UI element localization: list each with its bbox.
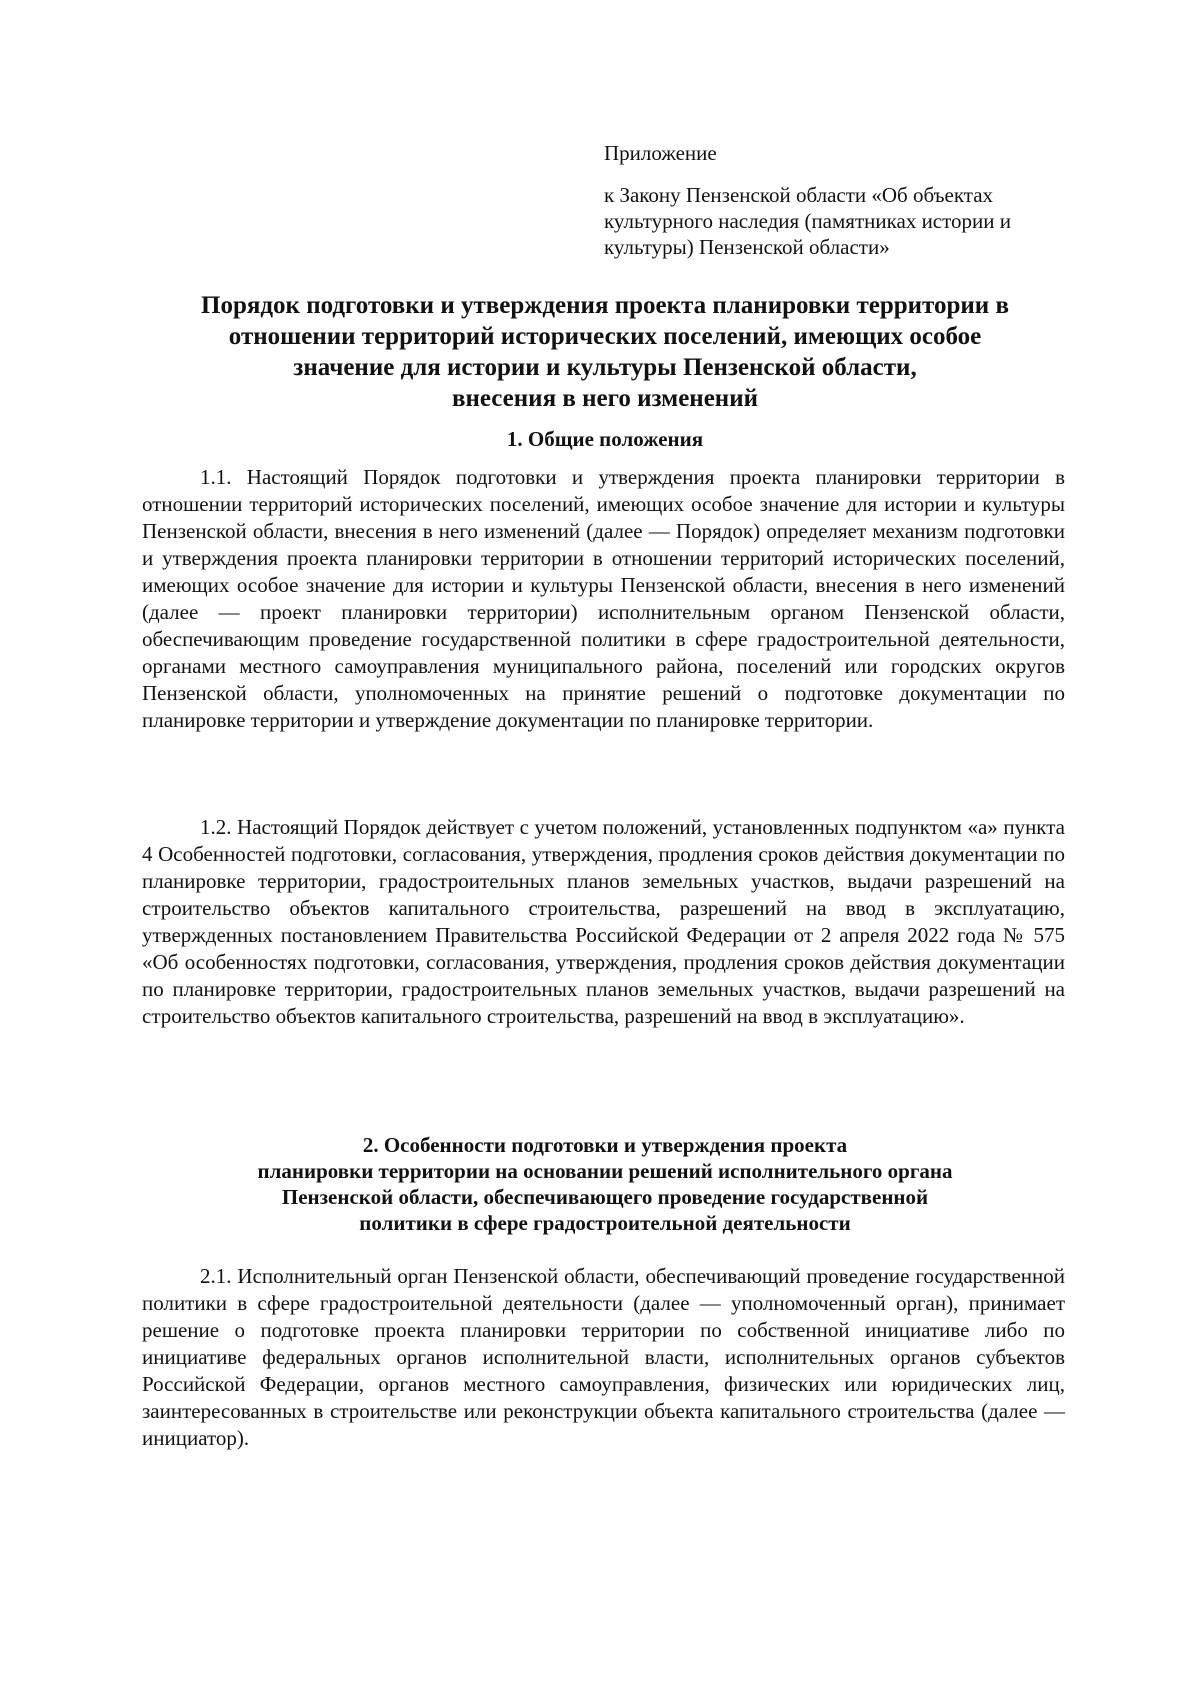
paragraph-1-2: 1.2. Настоящий Порядок действует с учетом положений, установленных подпунктом «а» пункта 4 Особенностей подготовки, согласования, утверждения, продления сроков действия документации по планировке территории, градостроительных планов земельных участков, выдачи разрешений на строительство объектов капитального строительства, разрешений на ввод в эксплуатацию, утвержденных постановлением Правительства Российской Федерации от 2 апреля 2022 года № 575 «Об особенностях подготовки, согласования, утверждения, продления сроков действия документации по планировке территории, градостроительных планов земельных участков, выдачи разрешений на строительство объектов капитального строительства, разрешений на ввод в эксплуатацию». (142, 815, 1065, 1028)
paragraph-2-1: 2.1. Исполнительный орган Пензенской области, обеспечивающий проведение государственной политики в сфере градостроительной деятельности (далее — уполномоченный орган), принимает решение о подготовке проекта планировки территории по собственной инициативе либо по инициативе федеральных органов исполнительной власти, исполнительных органов субъектов Российской Федерации, органов местного самоуправления, физических или юридических лиц, заинтересованных в строительстве или реконструкции объекта капитального строительства (далее — инициатор). (142, 1264, 1065, 1450)
paragraph-1-1: 1.1. Настоящий Порядок подготовки и утверждения проекта планировки территории в отношении территорий исторических поселений, имеющих особое значение для истории и культуры Пензенской области, внесения в него изменений (далее — Порядок) определяет механизм подготовки и утверждения проекта планировки территории в отношении территорий исторических поселений, имеющих особое значение для истории и культуры Пензенской области, внесения в него изменений (далее — проект планировки территории) исполнительным органом Пензенской области, обеспечивающим проведение государственной политики в сфере градостроительной деятельности, органами местного самоуправления муниципального района, поселений или городских округов Пензенской области, уполномоченных на принятие решений о подготовке документации по планировке территории и утверждение документации по планировке территории. (142, 465, 1065, 732)
section-2-heading-line: политики в сфере градостроительной деятельности (359, 1211, 851, 1235)
title-line: внесения в него изменений (451, 385, 759, 412)
section-2-heading (120, 1132, 1090, 1236)
section-1-heading: 1. Общие положения (506, 427, 704, 451)
title-line: Порядок подготовки и утверждения проекта планировки территории в (201, 292, 1009, 319)
title-line: значение для истории и культуры Пензенской области, (293, 354, 917, 381)
title-line: отношении территорий исторических поселений, имеющих особое (228, 323, 982, 350)
attachment-block (604, 140, 1074, 260)
attachment-label: Приложение (604, 141, 717, 165)
attachment-reference: к Закону Пензенской области «Об объектах культурного наследия (памятниках истории и культуры) Пензенской области» (604, 183, 1011, 259)
section-2-heading-line: 2. Особенности подготовки и утверждения проекта (362, 1133, 848, 1157)
section-2-heading-line: Пензенской области, обеспечивающего проведение государственной (281, 1185, 929, 1209)
document-title (120, 290, 1090, 414)
section-2-heading-line: планировки территории на основании решений исполнительного органа (257, 1159, 953, 1183)
